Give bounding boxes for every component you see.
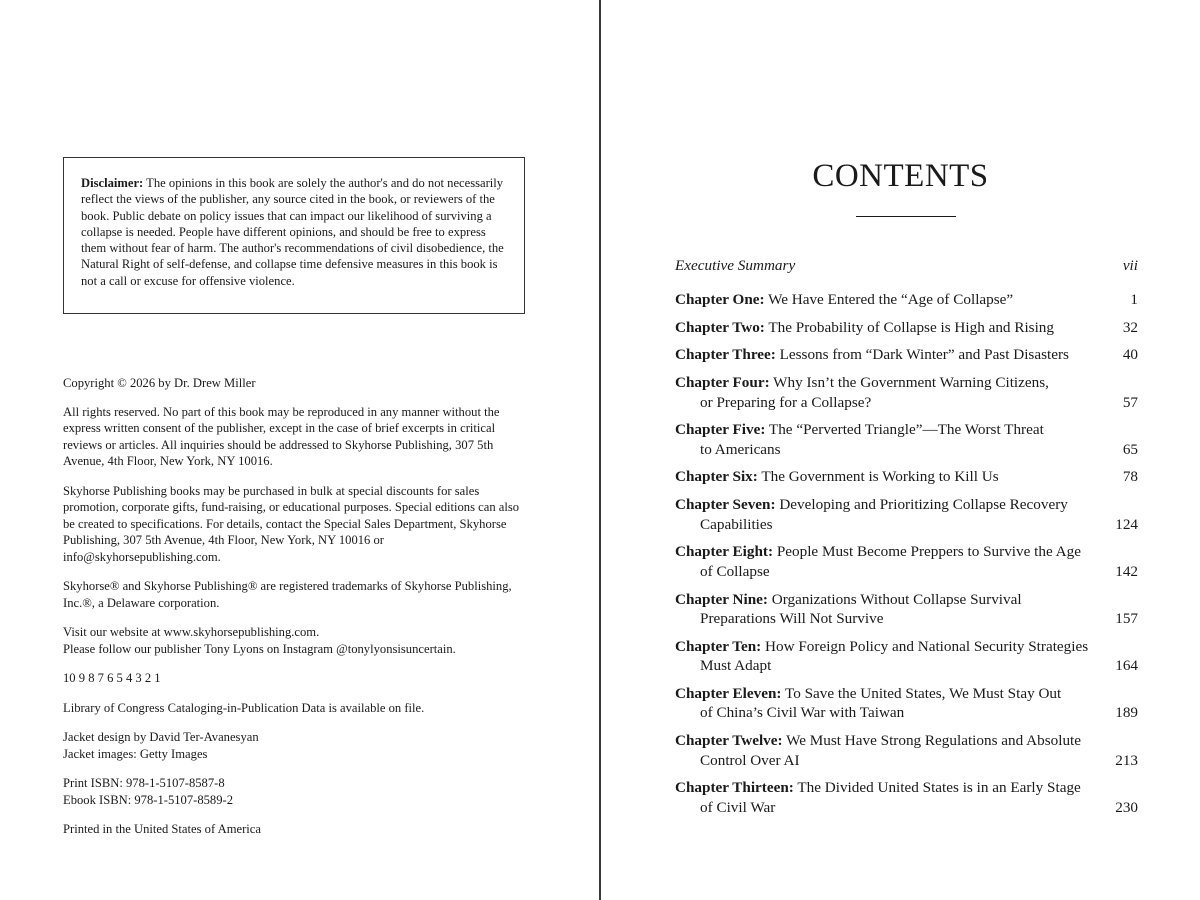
toc-page-number: 213 xyxy=(1115,751,1138,769)
chapter-label: Chapter Thirteen: xyxy=(675,779,794,797)
toc-entry-text xyxy=(675,495,1095,534)
disclaimer-box xyxy=(63,157,525,314)
jacket-credits xyxy=(63,729,533,762)
toc-entry-chapter[interactable] xyxy=(675,495,1138,534)
chapter-label: Chapter Four: xyxy=(675,374,770,392)
toc-entry-executive-summary[interactable] xyxy=(675,256,1138,276)
table-of-contents xyxy=(675,256,1138,825)
toc-entry-chapter[interactable] xyxy=(675,345,1138,365)
toc-entry-title: Executive Summary xyxy=(675,257,796,274)
chapter-title-continued: Control Over AI xyxy=(700,751,800,769)
chapter-label: Chapter Ten: xyxy=(675,637,762,655)
toc-page-number: 40 xyxy=(1122,346,1138,364)
toc-page-number: 78 xyxy=(1122,468,1138,486)
website-line: Visit our website at www.skyhorsepublishing.com. xyxy=(63,625,320,639)
chapter-label: Chapter One: xyxy=(675,291,765,308)
chapter-title: Organizations Without Collapse Survival xyxy=(767,590,1022,608)
isbn-block xyxy=(63,775,533,808)
instagram-line: Please follow our publisher Tony Lyons on Instagram @tonylyonsisuncertain. xyxy=(63,641,456,656)
chapter-title-continued: to Americans xyxy=(700,440,781,458)
chapter-title-continued: Must Adapt xyxy=(700,657,772,675)
chapter-title-continued: of Collapse xyxy=(700,562,770,580)
chapter-label: Chapter Three: xyxy=(675,346,776,364)
toc-page-number: vii xyxy=(1122,257,1138,274)
toc-entry-chapter[interactable] xyxy=(675,467,1138,487)
chapter-title: The Government is Working to Kill Us xyxy=(757,468,999,486)
toc-page-number: 157 xyxy=(1115,610,1138,627)
toc-page-number: 57 xyxy=(1122,393,1138,411)
chapter-title: People Must Become Preppers to Survive the Age xyxy=(773,543,1081,561)
chapter-title: Lessons from “Dark Winter” and Past Disasters xyxy=(775,346,1069,364)
toc-page-number: 189 xyxy=(1115,704,1138,722)
chapter-title: We Have Entered the “Age of Collapse” xyxy=(764,291,1014,308)
chapter-title-continued: Capabilities xyxy=(700,515,773,533)
jacket-design-line: Jacket design by David Ter-Avanesyan xyxy=(63,730,259,744)
printed-in-line: Printed in the United States of America xyxy=(63,822,261,836)
copyright-page xyxy=(0,0,599,900)
chapter-title: The “Perverted Triangle”—The Worst Threat xyxy=(765,421,1044,439)
toc-entry-text xyxy=(675,467,1095,487)
toc-entry-text xyxy=(675,373,1095,412)
toc-entry-chapter[interactable] xyxy=(675,684,1138,723)
toc-entry-text xyxy=(675,778,1095,817)
toc-entry-chapter[interactable] xyxy=(675,318,1138,338)
bulk-sales-paragraph: Skyhorse Publishing books may be purchased in bulk at special discounts for sales promotion, corporate gifts, fund-raising, or educational purposes. Special editions can also be created to specifications. For details, contact the Special Sales Department, Skyhorse Publishing, 307 5th Avenue, 4th Floor, New York, NY 10016 or info@skyhorsepublishing.com. xyxy=(63,483,520,564)
toc-entry-chapter[interactable] xyxy=(675,290,1138,310)
copyright-block xyxy=(63,375,533,851)
toc-entry-chapter[interactable] xyxy=(675,637,1138,676)
toc-page-number: 32 xyxy=(1122,318,1138,336)
contents-page xyxy=(601,0,1200,900)
chapter-title-continued: Preparations Will Not Survive xyxy=(700,610,884,627)
chapter-label: Chapter Six: xyxy=(675,468,758,486)
trademark-paragraph: Skyhorse® and Skyhorse Publishing® are registered trademarks of Skyhorse Publishing, Inc.®, a Delaware corporation. xyxy=(63,579,512,610)
rights-paragraph: All rights reserved. No part of this book may be reproduced in any manner without the express written consent of the publisher, except in the case of brief excerpts in critical reviews or articles. All inquiries should be addressed to Skyhorse Publishing, 307 5th Avenue, 4th Floor, New York, NY 10016. xyxy=(63,404,500,468)
toc-entry-text xyxy=(675,637,1095,676)
chapter-title: The Probability of Collapse is High and Rising xyxy=(764,318,1054,336)
toc-page-number: 124 xyxy=(1115,515,1138,533)
chapter-title: The Divided United States is in an Early Stage xyxy=(793,779,1081,797)
chapter-label: Chapter Eight: xyxy=(675,543,774,561)
copyright-line: Copyright © 2026 by Dr. Drew Miller xyxy=(63,376,256,390)
chapter-title-continued: of China’s Civil War with Taiwan xyxy=(700,704,905,722)
toc-entry-chapter[interactable] xyxy=(675,590,1138,629)
loc-data-line: Library of Congress Cataloging-in-Publication Data is available on file. xyxy=(63,700,425,715)
title-rule xyxy=(856,216,956,217)
printing-line: 10 9 8 7 6 5 4 3 2 1 xyxy=(63,671,161,685)
website-paragraph xyxy=(63,624,533,657)
chapter-label: Chapter Two: xyxy=(675,318,765,336)
toc-entry-chapter[interactable] xyxy=(675,778,1138,817)
chapter-title: How Foreign Policy and National Security Strategies xyxy=(761,637,1089,655)
toc-entry-text xyxy=(675,318,1095,338)
toc-entry-chapter[interactable] xyxy=(675,542,1138,581)
toc-entry-text xyxy=(675,542,1095,581)
toc-entry-text xyxy=(675,420,1095,459)
toc-entry-chapter[interactable] xyxy=(675,373,1138,412)
toc-entry-text xyxy=(675,290,1095,310)
toc-entry-chapter[interactable] xyxy=(675,420,1138,459)
chapter-label: Chapter Eleven: xyxy=(675,684,782,702)
jacket-images-line: Jacket images: Getty Images xyxy=(63,746,208,761)
ebook-isbn: Ebook ISBN: 978-1-5107-8589-2 xyxy=(63,792,234,807)
toc-page-number: 164 xyxy=(1115,657,1138,675)
chapter-title-continued: or Preparing for a Collapse? xyxy=(700,393,872,411)
chapter-list xyxy=(675,290,1138,817)
disclaimer-label: Disclaimer: xyxy=(81,176,144,190)
disclaimer-text: The opinions in this book are solely the author's and do not necessarily reflect the views of the publisher, any source cited in the book, or reviewers of the book. Public debate on policy issues that can impact our likelihood of surviving a collapse is needed. People have different opinions, and should be free to express them without fear of harm. The author's recommendations of civil disobedience, the Natural Right of self-defense, and collapse time defensive measures in this book is not a call or excuse for offensive violence. xyxy=(81,176,504,288)
chapter-label: Chapter Nine: xyxy=(675,590,768,608)
chapter-label: Chapter Twelve: xyxy=(675,732,783,750)
toc-page-number: 142 xyxy=(1115,562,1138,580)
chapter-title-continued: of Civil War xyxy=(700,798,776,816)
chapter-title: We Must Have Strong Regulations and Absolute xyxy=(782,732,1082,750)
toc-page-number: 1 xyxy=(1130,291,1138,308)
chapter-title: Developing and Prioritizing Collapse Recovery xyxy=(775,496,1068,514)
chapter-label: Chapter Five: xyxy=(675,421,766,439)
contents-title: CONTENTS xyxy=(812,158,989,194)
chapter-title: Why Isn’t the Government Warning Citizens, xyxy=(769,374,1049,392)
toc-entry-text xyxy=(675,731,1095,770)
toc-entry-text xyxy=(675,684,1095,723)
print-isbn: Print ISBN: 978-1-5107-8587-8 xyxy=(63,776,225,790)
toc-entry-text xyxy=(675,345,1095,365)
chapter-label: Chapter Seven: xyxy=(675,496,776,514)
toc-page-number: 65 xyxy=(1122,440,1138,458)
toc-entry-text xyxy=(675,590,1095,629)
toc-page-number: 230 xyxy=(1115,798,1138,816)
toc-entry-chapter[interactable] xyxy=(675,731,1138,770)
chapter-title: To Save the United States, We Must Stay Out xyxy=(781,684,1062,702)
